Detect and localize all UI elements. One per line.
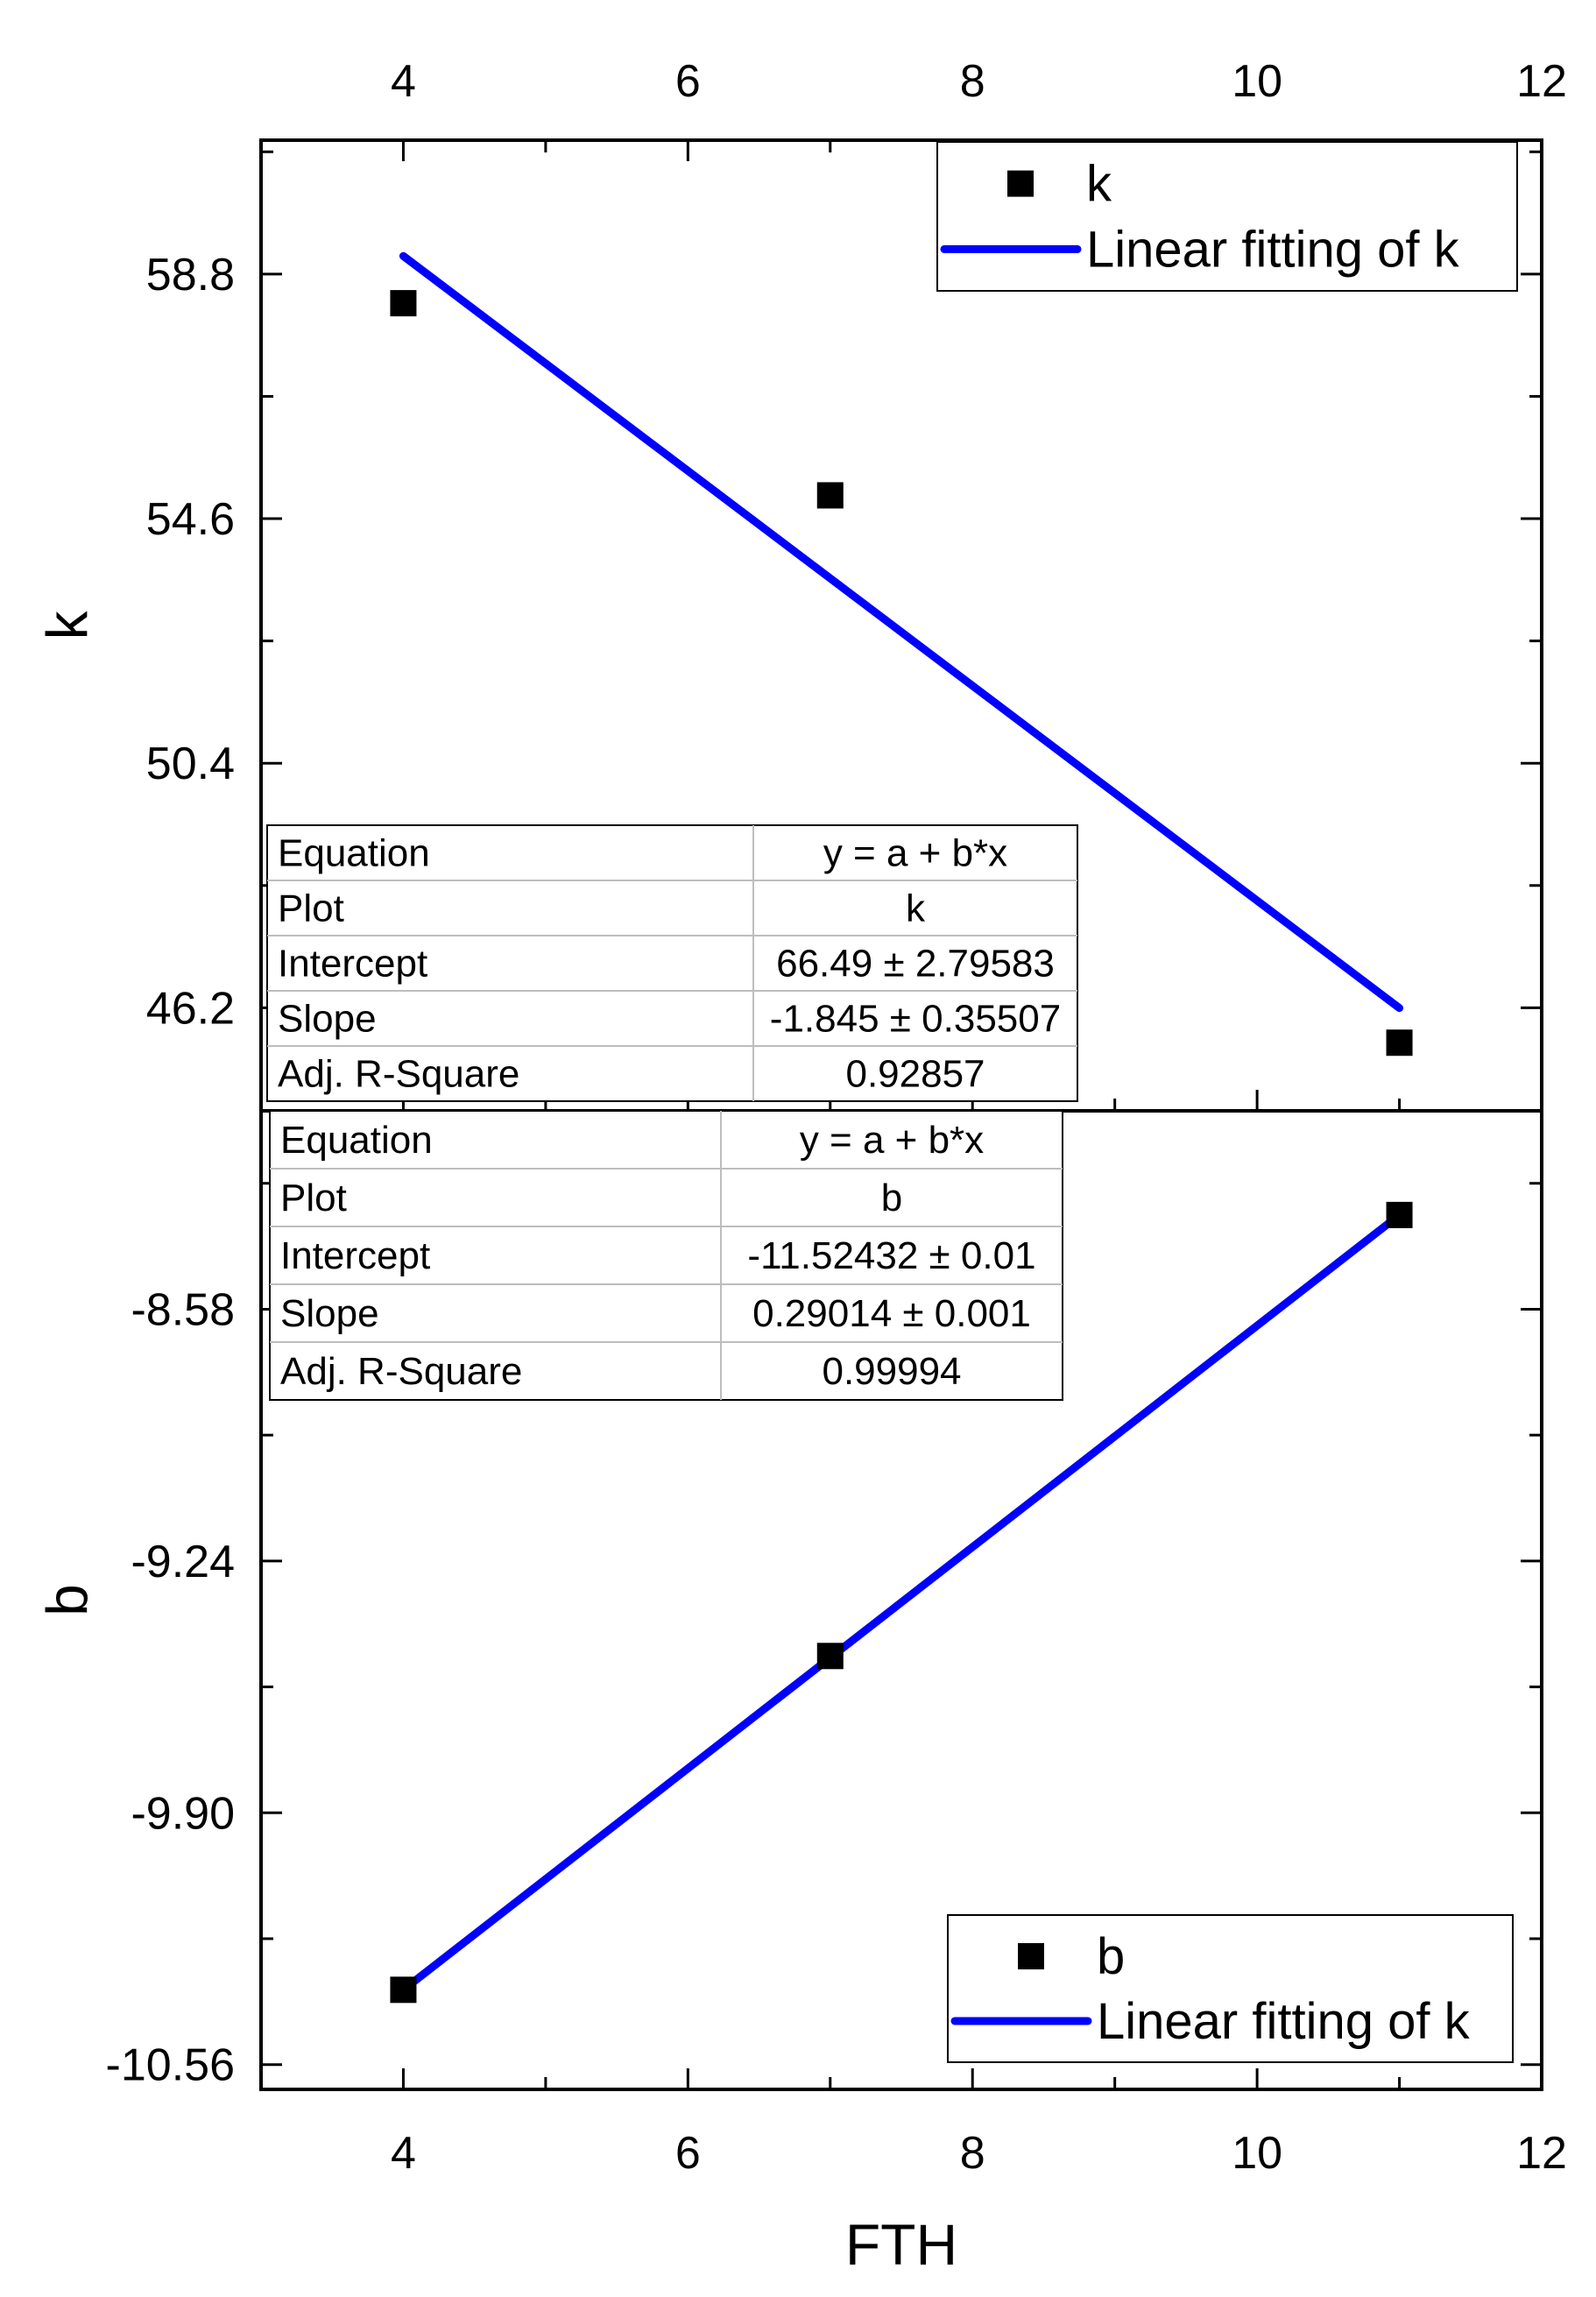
stats-label: Slope (280, 1292, 379, 1335)
stats-label: Plot (280, 1177, 347, 1219)
stats-label: Adj. R-Square (280, 1350, 523, 1393)
data-point (1387, 1202, 1413, 1228)
legend-marker (1018, 1943, 1044, 1969)
x-tick-label-bottom: 8 (959, 2128, 985, 2179)
stats-label: Equation (278, 831, 430, 875)
x-tick-label-bottom: 10 (1232, 2128, 1283, 2179)
x-tick-label-top: 12 (1516, 56, 1567, 107)
stats-value: b (880, 1177, 903, 1219)
stats-value: 66.49 ± 2.79583 (776, 942, 1055, 986)
stats-value: -11.52432 ± 0.01 (747, 1234, 1036, 1277)
legend-label: k (1086, 155, 1112, 213)
stats-value: k (906, 887, 925, 930)
legend-label: b (1097, 1928, 1126, 1986)
y-tick-label: -9.24 (131, 1536, 235, 1587)
data-point (817, 1643, 844, 1669)
y-tick-label: 50.4 (145, 739, 235, 790)
legend-label: Linear fitting of k (1097, 1992, 1470, 2050)
x-tick-label-top: 4 (390, 56, 416, 107)
stats-value: 0.29014 ± 0.001 (752, 1292, 1031, 1335)
stats-label: Intercept (280, 1234, 431, 1277)
x-axis-title: FTH (844, 2212, 958, 2277)
y-axis-title: k (34, 611, 100, 640)
stats-label: Plot (278, 887, 344, 930)
stats-label: Intercept (278, 942, 428, 986)
stats-label: Adj. R-Square (278, 1052, 520, 1096)
x-tick-label-top: 6 (674, 56, 701, 107)
legend-marker (1007, 171, 1034, 197)
y-tick-label: -9.90 (131, 1788, 235, 1840)
data-point (390, 1976, 416, 2003)
y-tick-label: 58.8 (145, 249, 235, 300)
stats-value: -1.845 ± 0.35507 (769, 997, 1062, 1041)
x-tick-label-bottom: 6 (674, 2128, 701, 2179)
x-tick-label-bottom: 4 (390, 2128, 416, 2179)
y-axis-title: b (34, 1584, 100, 1616)
data-point (1387, 1029, 1413, 1056)
data-point (390, 290, 416, 316)
y-tick-label: -10.56 (105, 2039, 235, 2091)
stats-value: 0.99994 (822, 1350, 962, 1393)
legend-label: Linear fitting of k (1086, 221, 1459, 279)
data-point (817, 482, 844, 508)
stats-value: y = a + b*x (823, 831, 1008, 875)
y-tick-label: -8.58 (131, 1284, 235, 1336)
y-tick-label: 54.6 (145, 494, 235, 546)
stats-label: Equation (280, 1119, 433, 1162)
x-tick-label-bottom: 12 (1516, 2128, 1567, 2179)
stats-label: Slope (278, 997, 377, 1041)
stats-value: 0.92857 (845, 1052, 985, 1096)
stats-value: y = a + b*x (799, 1119, 985, 1162)
y-tick-label: 46.2 (145, 983, 235, 1035)
x-tick-label-top: 8 (959, 56, 985, 107)
x-tick-label-top: 10 (1232, 56, 1283, 107)
